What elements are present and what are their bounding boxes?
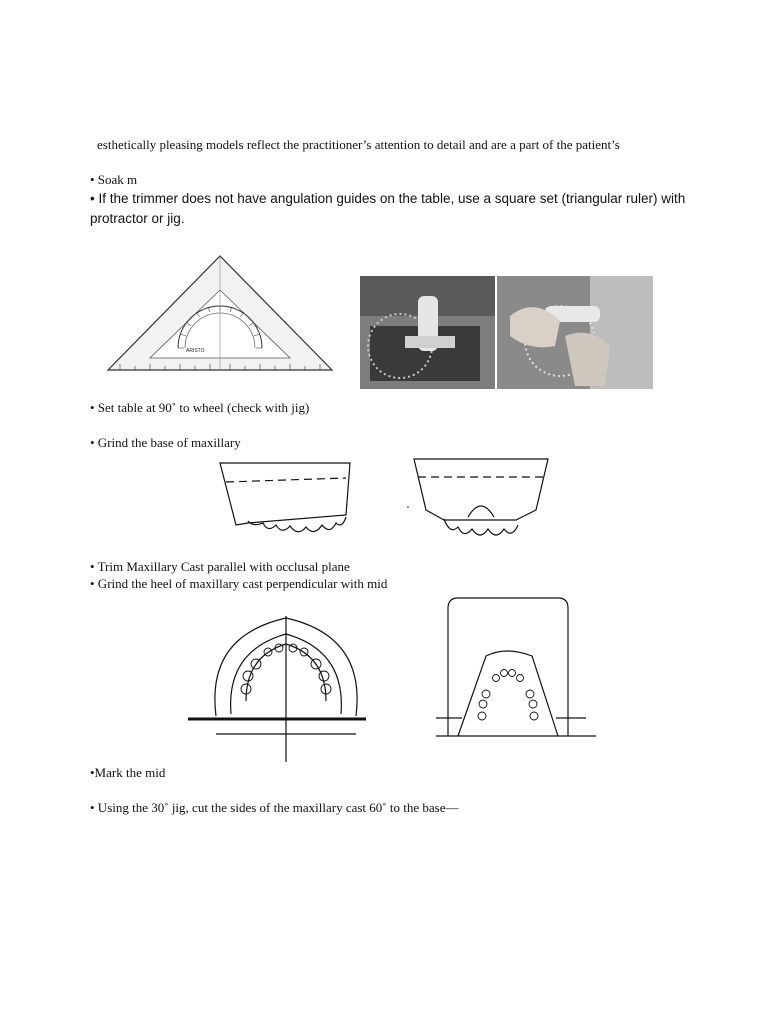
maxillary-cast-base-figures bbox=[218, 455, 560, 545]
bullet-trimmer-line-1: • If the trimmer does not have angulation guides on the table, use a square set (triangular ruler) with bbox=[90, 191, 686, 206]
bullet-set-table: • Set table at 90˚ to wheel (check with jig) bbox=[90, 400, 310, 415]
cast-occlusal-figures bbox=[186, 596, 602, 768]
bullet-trim-parallel: • Trim Maxillary Cast parallel with occlusal plane bbox=[90, 559, 350, 574]
intro-text: esthetically pleasing models reflect the practitioner’s attention to detail and are a part of the patient’s bbox=[97, 137, 620, 152]
bullet-mark-mid: •Mark the mid bbox=[90, 765, 166, 780]
bullet-trimmer-line-2: protractor or jig. bbox=[90, 211, 185, 226]
bullet-grind-heel: • Grind the heel of maxillary cast perpendicular with mid bbox=[90, 576, 388, 591]
trimmer-jig-photos bbox=[360, 276, 653, 389]
ruler-label: ARISTO bbox=[186, 348, 205, 354]
bullet-soak: • Soak m bbox=[90, 172, 138, 187]
bullet-grind-base: • Grind the base of maxillary bbox=[90, 435, 241, 450]
bullet-jig: • Using the 30˚ jig, cut the sides of the maxillary cast 60˚ to the base— bbox=[90, 800, 459, 815]
triangle-ruler-figure bbox=[90, 238, 338, 388]
